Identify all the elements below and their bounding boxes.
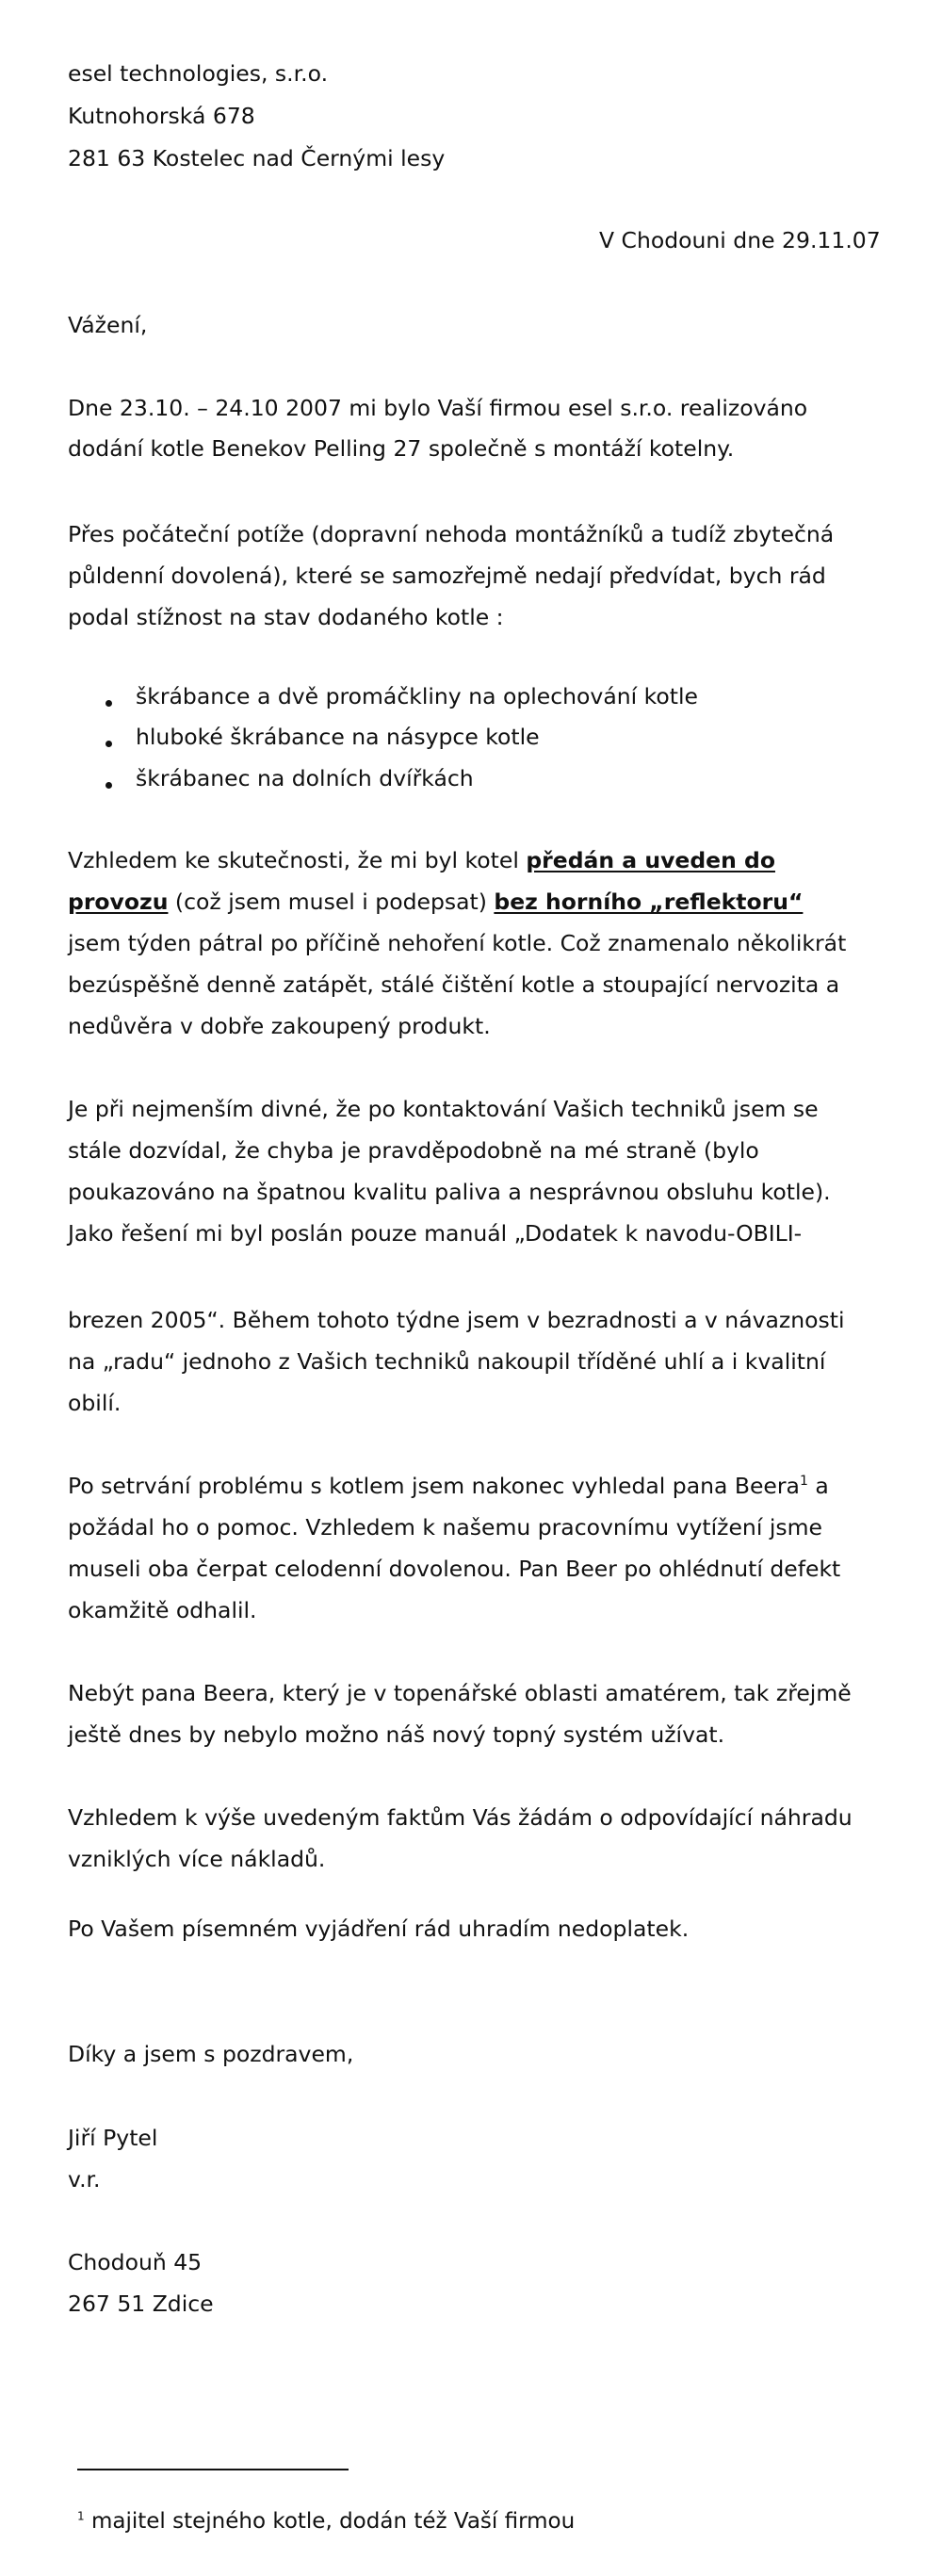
paragraph-4-line-3: poukazováno na špatnou kvalitu paliva a nesprávnou obsluhu kotle).	[68, 1179, 831, 1205]
paragraph-1-line-1: Dne 23.10. – 24.10 2007 mi bylo Vaší firmou esel s.r.o. realizováno	[68, 395, 808, 421]
paragraph-6-line-1: Nebýt pana Beera, který je v topenářské oblasti amatérem, tak zřejmě	[68, 1680, 852, 1706]
paragraph-2-line-3: podal stížnost na stav dodaného kotle :	[68, 604, 504, 630]
paragraph-5-line-3: museli oba čerpat celodenní dovolenou. Pan Beer po ohlédnutí defekt	[68, 1556, 841, 1582]
paragraph-8: Po Vašem písemném vyjádření rád uhradím nedoplatek.	[68, 1916, 690, 1942]
paragraph-4-line-5: brezen 2005“. Během tohoto týdne jsem v bezradnosti a v návaznosti	[68, 1307, 845, 1333]
paragraph-3-line-3: jsem týden pátral po příčině nehoření kotle. Což znamenalo několikrát	[68, 930, 847, 956]
paragraph-6-line-2: ještě dnes by nebylo možno náš nový topný systém užívat.	[68, 1721, 725, 1748]
paragraph-5-line-4: okamžitě odhalil.	[68, 1597, 257, 1623]
footnote-reference: 1	[799, 1474, 808, 1490]
list-item: hluboké škrábance na násypce kotle	[136, 724, 540, 750]
address-street: Chodouň 45	[68, 2249, 203, 2275]
paragraph-3-text: (což jsem musel i podepsat)	[174, 889, 487, 915]
emphasis-handed-over: předán a uveden do	[526, 847, 775, 873]
address-city: 267 51 Zdice	[68, 2291, 214, 2317]
paragraph-5-text: Po setrvání problému s kotlem jsem nakonec vyhledal pana Beera	[68, 1473, 800, 1499]
paragraph-1-line-2: dodání kotle Benekov Pelling 27 společně s montáží kotelny.	[68, 435, 735, 462]
paragraph-4-line-2: stále dozvídal, že chyba je pravděpodobně na mé straně (bylo	[68, 1137, 759, 1164]
sender-street: Kutnohorská 678	[68, 103, 255, 129]
list-item: škrábanec na dolních dvířkách	[136, 765, 474, 791]
signature-vr: v.r.	[68, 2166, 101, 2193]
paragraph-3-line-2	[68, 888, 803, 916]
emphasis-without-reflector: bez horního „reflektoru“	[494, 889, 804, 915]
paragraph-2-line-1: Přes počáteční potíže (dopravní nehoda montážníků a tudíž zbytečná	[68, 521, 835, 547]
bullet-dot	[106, 782, 112, 789]
paragraph-3-line-4: bezúspěšně denně zatápět, stálé čištění kotle a stoupající nervozita a	[68, 971, 840, 998]
closing: Díky a jsem s pozdravem,	[68, 2041, 354, 2067]
sender-city: 281 63 Kostelec nad Černými lesy	[68, 145, 446, 171]
paragraph-3-line-1	[68, 846, 775, 874]
paragraph-2-line-2: půldenní dovolená), které se samozřejmě nedají předvídat, bych rád	[68, 562, 826, 589]
paragraph-5-line-1	[68, 1472, 829, 1500]
footnote-text: majitel stejného kotle, dodán též Vaší firmou	[90, 2509, 576, 2534]
footnote-divider	[77, 2469, 349, 2470]
paragraph-5-line-2: požádal ho o pomoc. Vzhledem k našemu pracovnímu vytížení jsme	[68, 1514, 822, 1541]
footnote	[77, 2507, 575, 2535]
paragraph-4-line-7: obilí.	[68, 1390, 122, 1416]
signature-name: Jiří Pytel	[68, 2125, 158, 2151]
emphasis-operation: provozu	[68, 889, 169, 915]
paragraph-5-text: a	[815, 1473, 829, 1499]
list-item: škrábance a dvě promáčkliny na oplechování kotle	[136, 683, 698, 709]
footnote-mark: 1	[77, 2509, 85, 2523]
paragraph-4-line-4: Jako řešení mi byl poslán pouze manuál „Dodatek k navodu-OBILI-	[68, 1220, 803, 1247]
paragraph-3-line-5: nedůvěra v dobře zakoupený produkt.	[68, 1013, 491, 1039]
sender-name: esel technologies, s.r.o.	[68, 60, 329, 87]
salutation: Vážení,	[68, 312, 148, 338]
paragraph-7-line-2: vzniklých více nákladů.	[68, 1846, 326, 1872]
paragraph-4-line-1: Je při nejmenším divné, že po kontaktování Vašich techniků jsem se	[68, 1096, 819, 1122]
place-date: V Chodouni dne 29.11.07	[599, 227, 881, 253]
paragraph-3-text: Vzhledem ke skutečnosti, že mi byl kotel	[68, 847, 519, 873]
bullet-dot	[106, 741, 112, 747]
paragraph-4-line-6: na „radu“ jednoho z Vašich techniků nakoupil tříděné uhlí a i kvalitní	[68, 1348, 826, 1375]
paragraph-7-line-1: Vzhledem k výše uvedeným faktům Vás žádám o odpovídající náhradu	[68, 1804, 853, 1831]
bullet-dot	[106, 700, 112, 707]
